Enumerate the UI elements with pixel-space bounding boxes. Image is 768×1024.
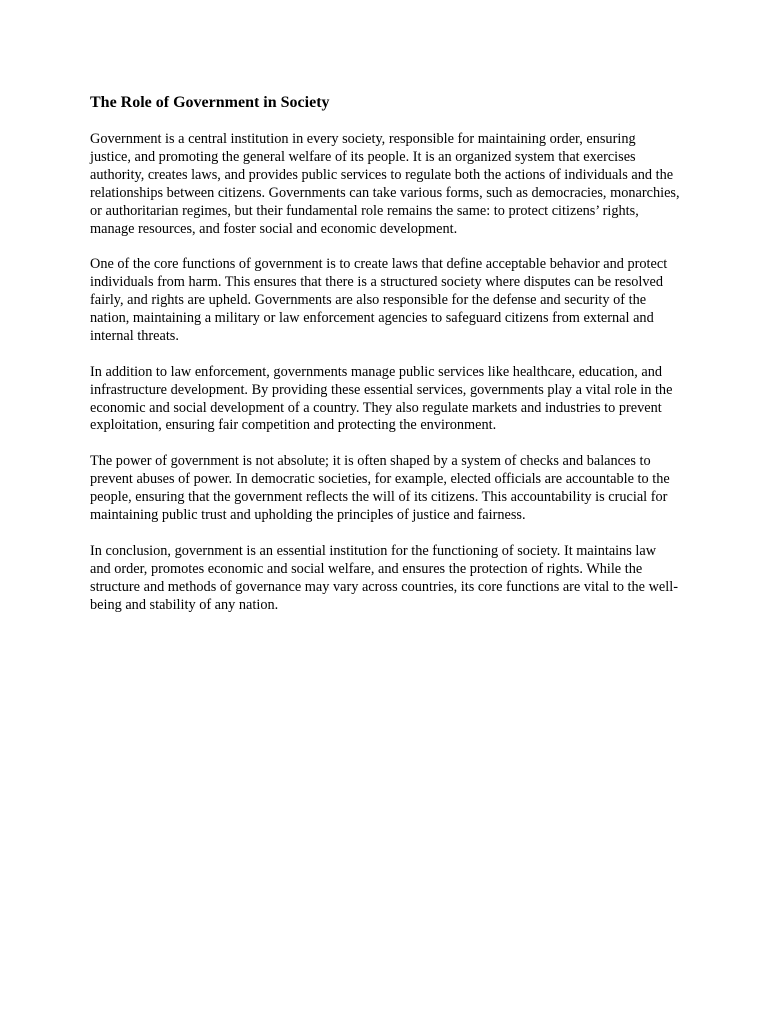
paragraph-conclusion: In conclusion, government is an essential institution for the functioning of society. It maintains law and order, promotes economic and social welfare, and ensures the protection of rights. While the structure and methods of governance may vary across countries, its core functions are vital to the well-being and stability of any nation. bbox=[90, 542, 678, 613]
document-body bbox=[90, 93, 680, 632]
document-title: The Role of Government in Society bbox=[90, 94, 330, 111]
paragraph-public-services: In addition to law enforcement, governments manage public services like healthcare, education, and infrastructure development. By providing these essential services, governments play a vital role in the economic and social development of a country. They also regulate markets and industries to prevent exploitation, ensuring fair competition and protecting the environment. bbox=[90, 363, 673, 434]
paragraph-checks-and-balances: The power of government is not absolute; it is often shaped by a system of checks and balances to prevent abuses of power. In democratic societies, for example, elected officials are accountable to the people, ensuring that the government reflects the will of its citizens. This accountability is crucial for maintaining public trust and upholding the principles of justice and fairness. bbox=[90, 453, 670, 523]
paragraph-introduction: Government is a central institution in every society, responsible for maintaining order, ensuring justice, and promoting the general welfare of its people. It is an organized system that exercises authority, creates laws, and provides public services to regulate both the actions of individuals and the relationships between citizens. Governments can take various forms, such as democracies, monarchies, or authoritarian regimes, but their fundamental role remains the same: to protect citizens’ rights, manage resources, and foster social and economic development. bbox=[90, 131, 680, 237]
paragraph-laws-and-security: One of the core functions of government is to create laws that define acceptable behavior and protect individuals from harm. This ensures that there is a structured society where disputes can be resolved fairly, and rights are upheld. Governments are also responsible for the defense and security of the nation, maintaining a military or law enforcement agencies to safeguard citizens from external and internal threats. bbox=[90, 256, 668, 344]
